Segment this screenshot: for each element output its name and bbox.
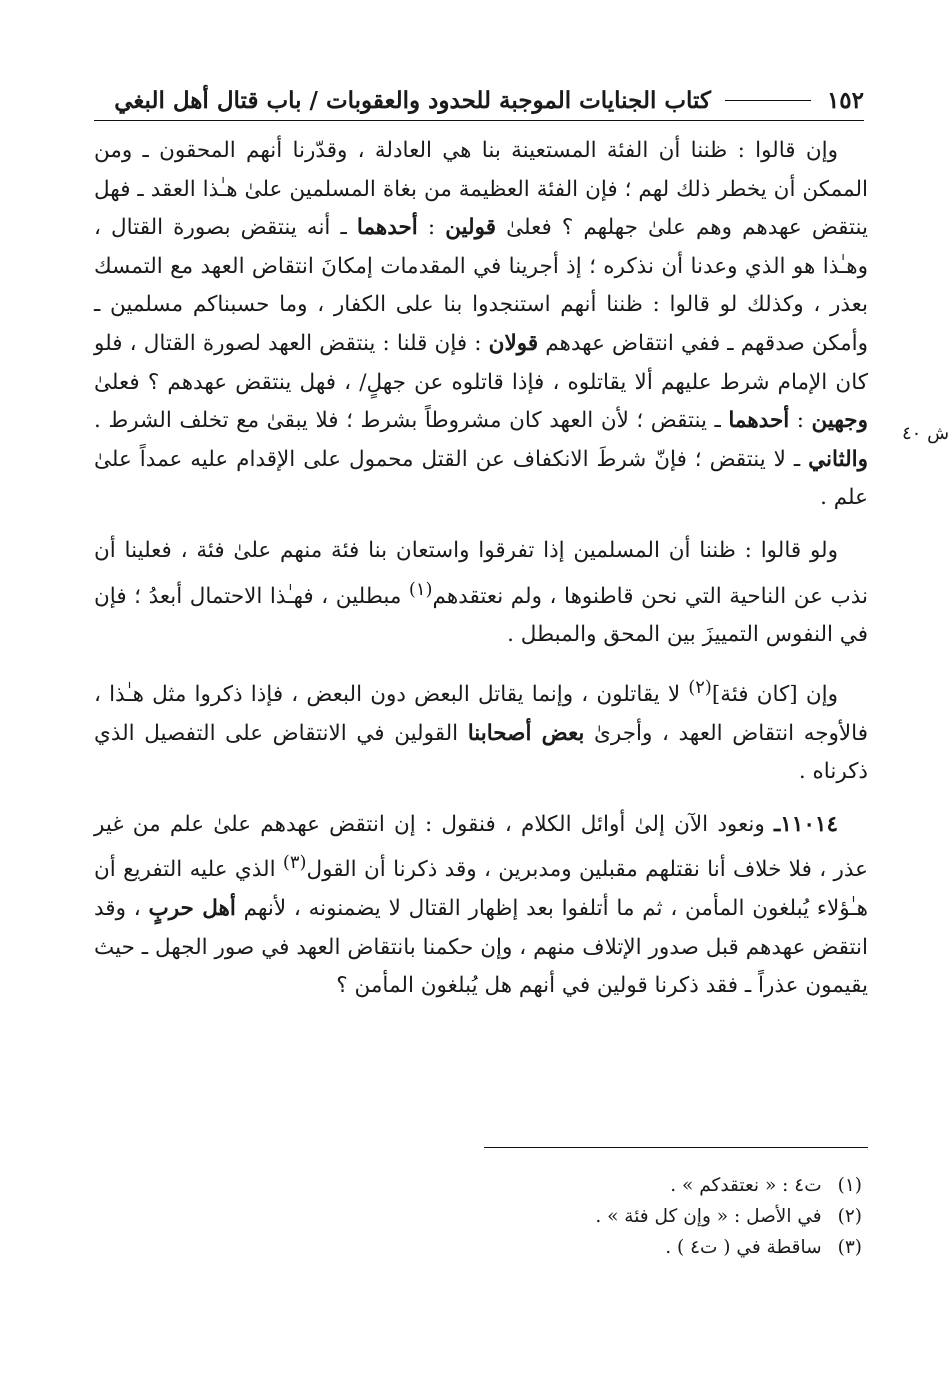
paragraph-2: ولو قالوا : ظننا أن المسلمين إذا تفرقوا واستعان بنا فئة منهم علىٰ فئة ، فعلينا أن نذب عن الناحية التي نحن قاطنوها ، ولم نعتقدهم$^{(١)}$ مبطلين ، فهـٰذا الاحتمال أبعدُ ؛ فإن في النفوس التمييزَ بين المحق والمبطل . <box>94 537 868 648</box>
running-title: كتاب الجنايات الموجبة للحدود والعقوبات / باب قتال أهل البغي <box>114 86 711 114</box>
paragraph-4: ١١٠١٤ـ ونعود الآن إلىٰ أوائل الكلام ، فنقول : إن انتقض عهدهم علىٰ علم من غير عذر ، فلا خلاف أنا نقتلهم مقبلين ومدبرين ، وقد ذكرنا أن القول$^{(٣)}$ الذي عليه التفريع أن هـٰؤلاء يُبلغون المأمن ، ثم ما أتلفوا بعد إظهار القتال لا يضمنونه ، لأنهم أهل حربٍ ، وقد انتقض عهدهم قبل صدور الإتلاف منهم ، وإن حكمنا بانتقاض العهد في صور الجهل ـ حيث يقيمون عذراً ـ فقد ذكرنا قولين في أنهم هل يُبلغون المأمن ؟ <box>94 811 868 999</box>
footnote-separator <box>484 1147 868 1148</box>
header-dash <box>725 100 811 101</box>
running-header <box>94 80 864 121</box>
footnote-item: (٢) في الأصل : « وإن كل فئة » . <box>595 1206 862 1227</box>
footnote-item: (٣) ساقطة في ( ت٤ ) . <box>665 1237 862 1258</box>
footnote-ref: (٢) <box>688 676 712 698</box>
page-number: ١٥٢ <box>826 86 864 114</box>
section-number: ١١٠١٤ـ <box>773 811 838 837</box>
footnote-item: (١) ت٤ : « نعتقدكم » . <box>670 1175 862 1196</box>
paragraph-1: وإن قالوا : ظننا أن الفئة المستعينة بنا هي العادلة ، وقدّرنا أنهم المحقون ـ ومن الممكن أن يخطر ذلك لهم ؛ فإن الفئة العظيمة من بغاة المسلمين علىٰ هـٰذا العقد ـ فهل ينتقض عهدهم وهم علىٰ جهلهم ؟ فعلىٰ قولين : أحدهما ـ أنه ينتقض بصورة القتال ، وهـٰذا هو الذي وعدنا أن نذكره ؛ إذ أجرينا في المقدمات إمكانَ انتقاض العهد مع التمسك بعذر ، وكذلك لو قالوا : ظننا أنهم استنجدوا بنا على الكفار ، وما حسبناكم مسلمين ـ وأمكن صدقهم ـ ففي انتقاض عهدهم قولان : فإن قلنا : ينتقض العهد لصورة القتال ، فلو كان الإمام شرط عليهم ألا يقاتلوه ، فإذا قاتلوه عن جهلٍ/ ، فهل ينتقض عهدهم ؟ فعلىٰ وجهين : أحدهما ـ ينتقض ؛ لأن العهد كان مشروطاً بشرط ؛ فلا يبقىٰ مع تخلف الشرط . والثاني ـ لا ينتقض ؛ فإنّ شرطَ الانكفاف عن القتل محمول على الإقدام عليه عمداً علىٰ علم . <box>94 138 869 511</box>
paragraph-3: وإن [كان فئة]$^{(٢)}$ لا يقاتلون ، وإنما يقاتل البعض دون البعض ، فإذا ذكروا مثل هـٰذا ، فالأوجه انتقاض العهد ، وأجرىٰ بعض أصحابنا القولين في الانتقاض على التفصيل الذي ذكرناه . <box>94 676 868 785</box>
main-text <box>94 132 868 1006</box>
margin-manuscript-ref: ش ٤٠ <box>902 423 950 444</box>
footnote-ref: (١) <box>408 578 433 600</box>
footnote-ref: (٣) <box>282 852 307 874</box>
footnotes <box>94 1170 868 1263</box>
